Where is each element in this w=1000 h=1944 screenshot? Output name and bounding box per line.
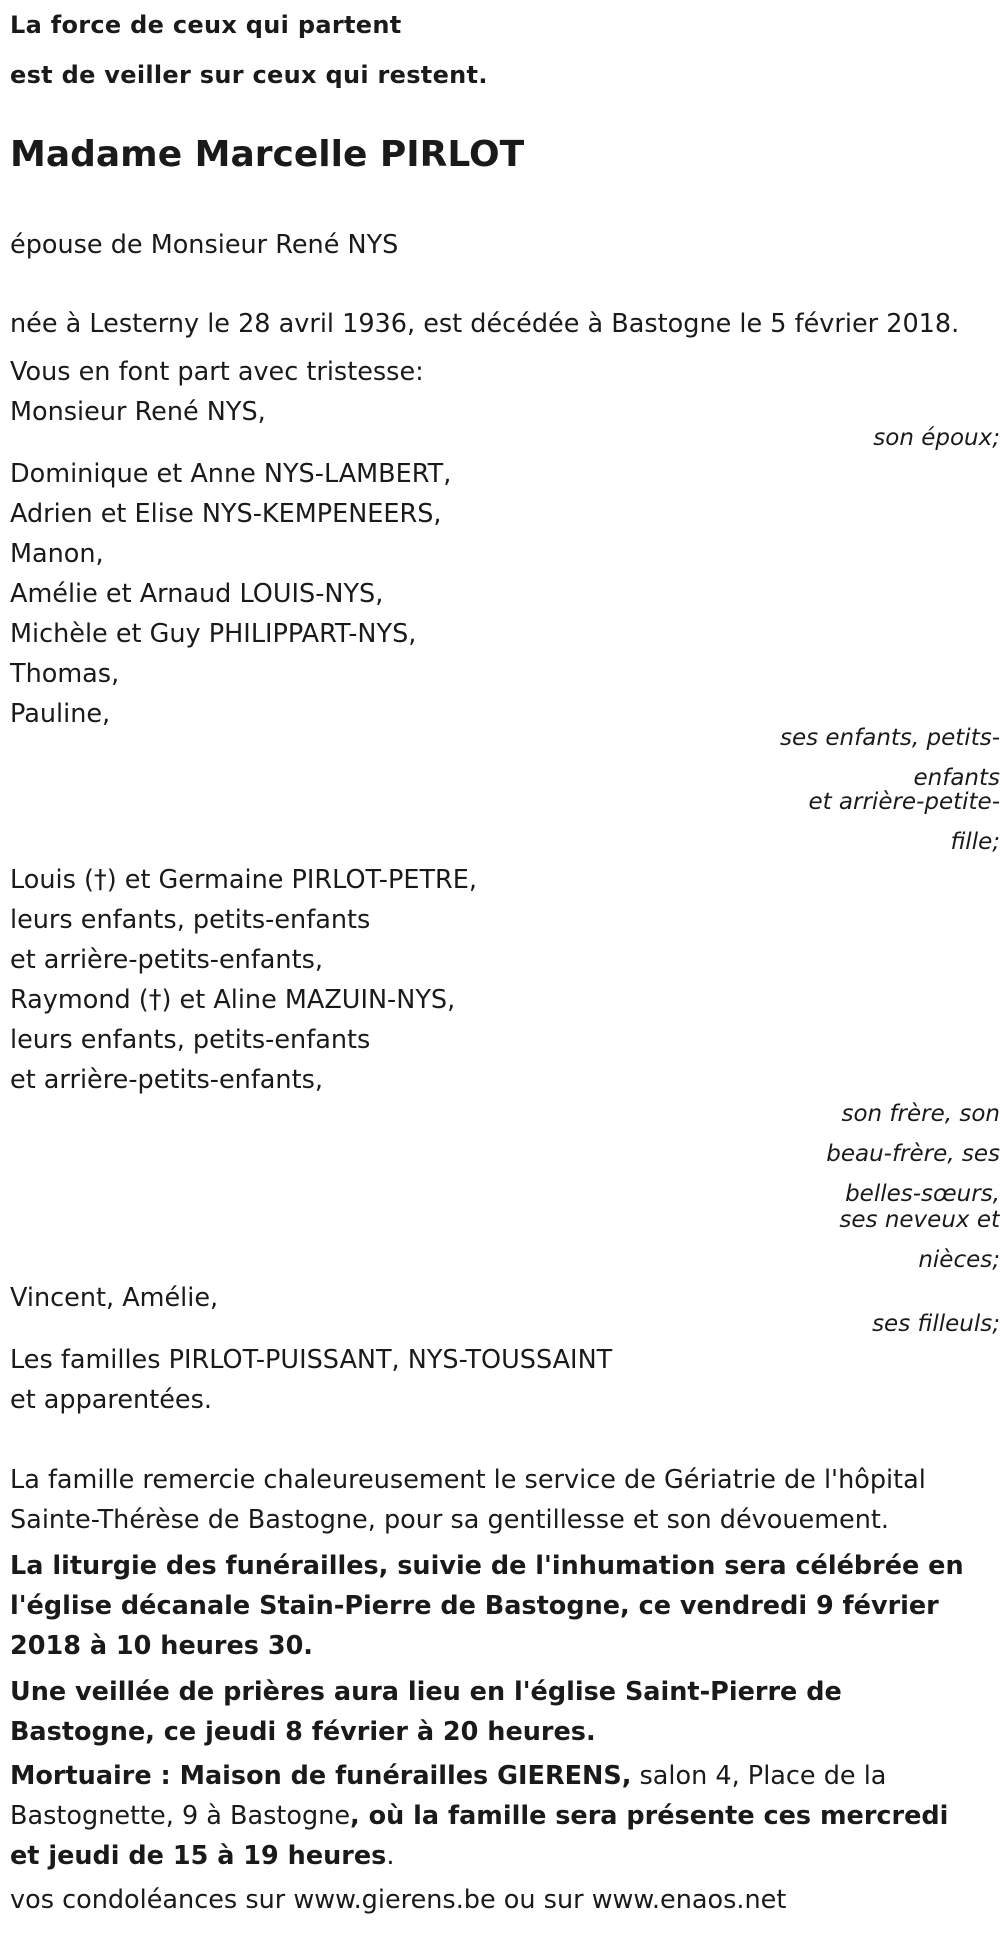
mortuary-paragraph — [10, 1756, 985, 1876]
family-name-line: leurs enfants, petits-enfants — [10, 905, 371, 935]
relation-line: son frère, son — [841, 1101, 1000, 1127]
mortuary-address: salon 4, Place de la Bastognette, 9 à Bastogne — [10, 1761, 887, 1831]
family-name-line: leurs enfants, petits-enfants — [10, 1025, 371, 1055]
mortuary-label: Mortuaire : Maison de funérailles GIERENS, — [10, 1761, 632, 1791]
family-name-line: Michèle et Guy PHILIPPART-NYS, — [10, 619, 417, 649]
quote-line-1: La force de ceux qui partent — [10, 11, 402, 39]
quote-line-2: est de veiller sur ceux qui restent. — [10, 61, 488, 89]
family-name-line: Amélie et Arnaud LOUIS-NYS, — [10, 579, 384, 609]
family-name-line: Les familles PIRLOT-PUISSANT, NYS-TOUSSAINT — [10, 1345, 613, 1375]
mortuary-end: . — [386, 1841, 395, 1871]
family-name-line: Monsieur René NYS, — [10, 397, 266, 427]
vigil-paragraph: Une veillée de prières aura lieu en l'église Saint-Pierre de Bastogne, ce jeudi 8 février à 20 heures. — [10, 1677, 842, 1747]
relation-line: son époux; — [873, 425, 1000, 451]
family-name-line: Manon, — [10, 539, 104, 569]
relation-line: et arrière-petite- — [808, 789, 1000, 815]
family-name-line: Louis (†) et Germaine PIRLOT-PETRE, — [10, 865, 477, 895]
relation-line: ses neveux et — [839, 1207, 1000, 1233]
relation-line: enfants — [913, 765, 1000, 791]
intro-line: Vous en font part avec tristesse: — [10, 357, 424, 387]
relation-line: fille; — [950, 829, 1000, 855]
relation-line: nièces; — [918, 1247, 1000, 1273]
family-name-line: Adrien et Elise NYS-KEMPENEERS, — [10, 499, 442, 529]
relation-line: ses filleuls; — [872, 1311, 1000, 1337]
relation-line: belles-sœurs, — [845, 1181, 1000, 1207]
family-name-line: et apparentées. — [10, 1385, 212, 1415]
spouse-line: épouse de Monsieur René NYS — [10, 230, 399, 260]
family-name-line: Dominique et Anne NYS-LAMBERT, — [10, 459, 452, 489]
relation-line: beau-frère, ses — [826, 1141, 1000, 1167]
relation-line: ses enfants, petits- — [779, 725, 1000, 751]
family-name-line: Pauline, — [10, 699, 111, 729]
thanks-paragraph: La famille remercie chaleureusement le service de Gériatrie de l'hôpital Sainte-Thérèse de Bastogne, pour sa gentillesse et son dévouement. — [10, 1465, 926, 1535]
condolences-line: vos condoléances sur www.gierens.be ou sur www.enaos.net — [10, 1885, 787, 1915]
family-name-line: Vincent, Amélie, — [10, 1283, 219, 1313]
mortuary-presence: , où la famille sera présente ces mercredi et jeudi de 15 à 19 heures — [10, 1801, 949, 1871]
family-name-line: et arrière-petits-enfants, — [10, 1065, 323, 1095]
birth-death-line: née à Lesterny le 28 avril 1936, est décédée à Bastogne le 5 février 2018. — [10, 309, 960, 339]
family-name-line: Raymond (†) et Aline MAZUIN-NYS, — [10, 985, 456, 1015]
deceased-name: Madame Marcelle PIRLOT — [10, 134, 525, 175]
family-name-line: et arrière-petits-enfants, — [10, 945, 323, 975]
family-name-line: Thomas, — [10, 659, 120, 689]
liturgy-paragraph: La liturgie des funérailles, suivie de l'inhumation sera célébrée en l'église décanale Stain-Pierre de Bastogne, ce vendredi 9 février 2018 à 10 heures 30. — [10, 1551, 964, 1661]
